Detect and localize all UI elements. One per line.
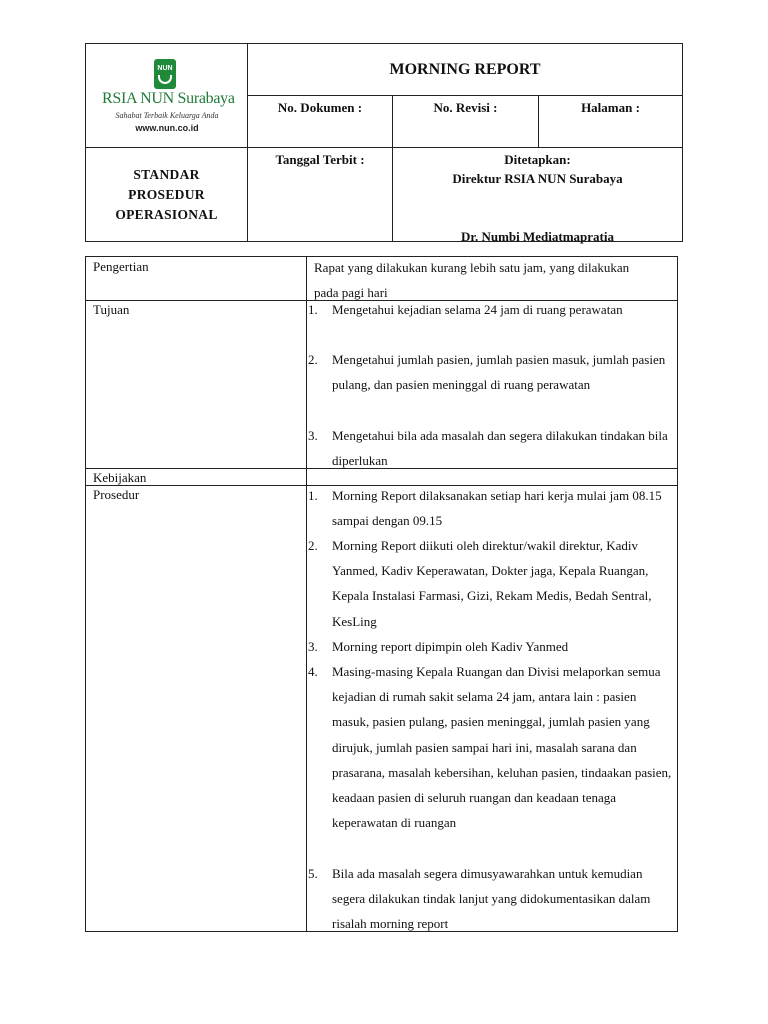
prosedur-item-text: Masing-masing Kepala Ruangan dan Divisi melaporkan semua kejadian di rumah sakit selama 24 jam, antara lain : pasien masuk, pasien pulang, pasien meninggal, jumlah pasien yang dirujuk, jumlah pasien sampai hari ini, masalah sarana dan prasarana, masalah kebersihan, keluhan pasien, tindaakan pasien, keadaan pasien di seluruh ruangan dan keadaan tenaga keperawatan di ruangan (332, 664, 672, 831)
tujuan-item-number: 2. (308, 352, 318, 367)
sop-label (86, 148, 248, 241)
column-divider (306, 257, 307, 931)
prosedur-item-text: Morning report dipimpin oleh Kadiv Yanmed (332, 639, 569, 654)
prosedur-item-text: Bila ada masalah segera dimusyawarahkan untuk kemudian segera dilakukan tindak lanjut yang didokumentasikan dalam risalah morning report (332, 866, 651, 932)
kebijakan-label: Kebijakan (93, 470, 147, 485)
prosedur-item-number: 3. (308, 639, 318, 654)
tujuan-item-text: Mengetahui kejadian selama 24 jam di ruang perawatan (332, 302, 623, 317)
sop-content-table (85, 256, 678, 932)
sop-line-1: STANDAR (133, 166, 200, 182)
tanggal-terbit-label: Tanggal Terbit : (248, 148, 393, 241)
tujuan-label: Tujuan (93, 302, 130, 317)
tujuan-item-text: Mengetahui jumlah pasien, jumlah pasien masuk, jumlah pasien pulang, dan pasien meninggal di ruang perawatan (332, 352, 666, 393)
no-dokumen-label: No. Dokumen : (248, 96, 393, 148)
document-header-table (85, 43, 683, 242)
tujuan-item-number: 3. (308, 428, 318, 443)
halaman-label: Halaman : (539, 96, 682, 148)
hospital-url: www.nun.co.id (135, 123, 199, 133)
tujuan-item-text: Mengetahui bila ada masalah dan segera dilakukan tindakan bila diperlukan (332, 428, 668, 469)
prosedur-item-text: Morning Report diikuti oleh direktur/wakil direktur, Kadiv Yanmed, Kadiv Keperawatan, Dokter jaga, Kepala Ruangan, Kepala Instalasi Farmasi, Gizi, Rekam Medis, Bedah Sentral, KesLing (332, 538, 652, 629)
pengertian-text: Rapat yang dilakukan kurang lebih satu jam, yang dilakukan pada pagi hari (314, 260, 630, 301)
direktur-label: Direktur RSIA NUN Surabaya (452, 171, 623, 186)
tujuan-item-number: 1. (308, 302, 318, 317)
sop-line-3: OPERASIONAL (115, 206, 218, 222)
signatory-name: Dr. Numbi Mediatmapratia (461, 229, 614, 244)
logo-cell (86, 44, 248, 148)
prosedur-item-number: 4. (308, 664, 318, 679)
prosedur-item-text: Morning Report dilaksanakan setiap hari kerja mulai jam 08.15 sampai dengan 09.15 (332, 488, 662, 529)
prosedur-label: Prosedur (93, 487, 140, 502)
prosedur-item-number: 1. (308, 488, 318, 503)
prosedur-item-number: 5. (308, 866, 318, 881)
hospital-name: RSIA NUN Surabaya (102, 90, 235, 107)
prosedur-item-number: 2. (308, 538, 318, 553)
ditetapkan-cell (393, 148, 682, 244)
ditetapkan-label: Ditetapkan: (504, 152, 571, 167)
no-revisi-label: No. Revisi : (393, 96, 539, 148)
document-title: MORNING REPORT (248, 44, 682, 96)
sop-line-2: PROSEDUR (128, 186, 205, 202)
pengertian-label: Pengertian (93, 259, 149, 274)
nun-badge-icon (154, 59, 176, 89)
badge-text: NUN (157, 65, 173, 72)
hospital-tagline: Sahabat Terbaik Keluarga Anda (115, 111, 219, 120)
hospital-logo (102, 59, 235, 139)
